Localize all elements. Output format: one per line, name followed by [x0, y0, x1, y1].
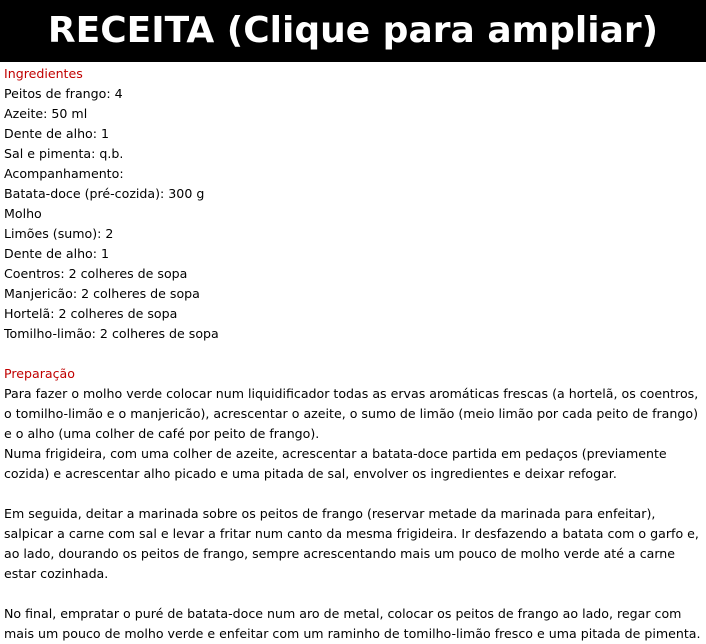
- ingredient-line: Azeite: 50 ml: [4, 106, 88, 121]
- paragraph-spacer: [4, 584, 704, 604]
- paragraph-spacer: [4, 484, 704, 504]
- recipe-body: [4, 64, 704, 644]
- preparation-text: [4, 384, 704, 644]
- ingredients-list: [4, 84, 704, 344]
- page-title[interactable]: RECEITA (Clique para ampliar): [47, 10, 659, 51]
- ingredient-line: Acompanhamento:: [4, 166, 124, 181]
- ingredient-line: Coentros: 2 colheres de sopa: [4, 266, 188, 281]
- preparation-paragraph: No final, empratar o puré de batata-doce num aro de metal, colocar os peitos de frango ao lado, regar com mais um pouco de molho verde e enfeitar com um raminho de tomilho-limão fresco e uma pitada de pimenta.: [4, 606, 701, 641]
- ingredient-line: Dente de alho: 1: [4, 246, 110, 261]
- ingredient-line: Sal e pimenta: q.b.: [4, 146, 124, 161]
- preparation-heading: Preparação: [4, 366, 75, 381]
- ingredient-line: Limões (sumo): 2: [4, 226, 114, 241]
- ingredient-line: Hortelã: 2 colheres de sopa: [4, 306, 178, 321]
- ingredient-line: Batata-doce (pré-cozida): 300 g: [4, 186, 205, 201]
- ingredients-heading: Ingredientes: [4, 66, 83, 81]
- preparation-paragraph: Para fazer o molho verde colocar num liquidificador todas as ervas aromáticas frescas (a hortelã, os coentros, o tomilho-limão e o manjericão), acrescentar o azeite, o sumo de limão (meio limão por cada peito de frango) e o alho (uma colher de café por peito de frango).: [4, 386, 699, 441]
- preparation-paragraph: Em seguida, deitar a marinada sobre os peitos de frango (reservar metade da marinada para enfeitar), salpicar a carne com sal e levar a fritar num canto da mesma frigideira. Ir desfazendo a batata com o garfo e, ao lado, dourando os peitos de frango, sempre acrescentando mais um pouco de molho verde até a carne estar cozinhada.: [4, 506, 699, 581]
- ingredient-line: Dente de alho: 1: [4, 126, 110, 141]
- ingredient-line: Manjericão: 2 colheres de sopa: [4, 286, 200, 301]
- ingredient-line: Peitos de frango: 4: [4, 86, 123, 101]
- section-spacer: [4, 344, 704, 364]
- ingredient-line: Molho: [4, 206, 42, 221]
- preparation-paragraph: Numa frigideira, com uma colher de azeite, acrescentar a batata-doce partida em pedaços (previamente cozida) e acrescentar alho picado e uma pitada de sal, envolver os ingredientes e deixar refogar.: [4, 446, 667, 481]
- ingredient-line: Tomilho-limão: 2 colheres de sopa: [4, 326, 219, 341]
- title-banner[interactable]: [0, 0, 706, 62]
